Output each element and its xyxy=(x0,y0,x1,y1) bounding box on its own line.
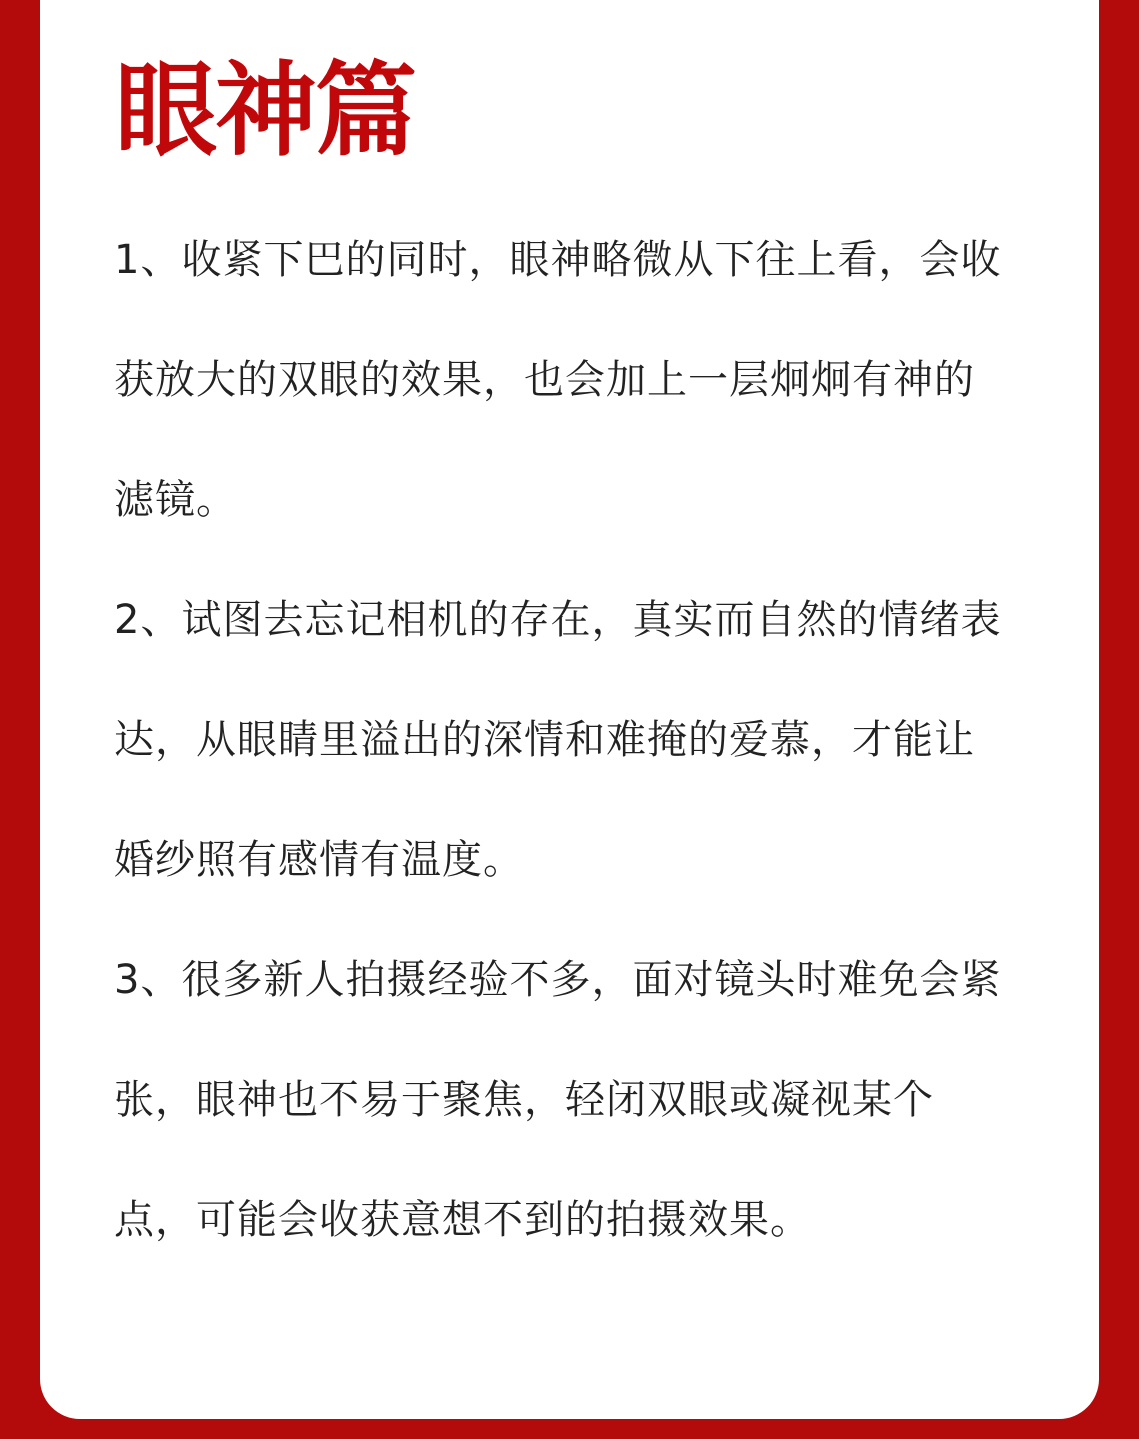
tip-3-line-3: 点，可能会收获意想不到的拍摄效果。 xyxy=(114,1197,811,1243)
tip-1-line-1: 1、收紧下巴的同时，眼神略微从下往上看，会收 xyxy=(114,237,1002,283)
tip-1-line-3: 滤镜。 xyxy=(114,477,237,523)
tip-2-line-3: 婚纱照有感情有温度。 xyxy=(114,837,524,883)
tip-paragraph-2 xyxy=(114,560,1024,920)
tip-2-line-2: 达，从眼睛里溢出的深情和难掩的爱慕，才能让 xyxy=(114,717,975,763)
tip-3-line-2: 张，眼神也不易于聚焦，轻闭双眼或凝视某个 xyxy=(114,1077,934,1123)
tip-3-line-1: 3、很多新人拍摄经验不多，面对镜头时难免会紧 xyxy=(114,957,1002,1003)
tip-2-line-1: 2、试图去忘记相机的存在，真实而自然的情绪表 xyxy=(114,597,1002,643)
content-card xyxy=(40,0,1099,1419)
tip-paragraph-3 xyxy=(114,920,1024,1280)
tip-paragraph-1 xyxy=(114,200,1024,560)
tips-list xyxy=(114,200,1024,1280)
tip-1-line-2: 获放大的双眼的效果，也会加上一层炯炯有神的 xyxy=(114,357,975,403)
page-title: 眼神篇 xyxy=(115,52,415,171)
